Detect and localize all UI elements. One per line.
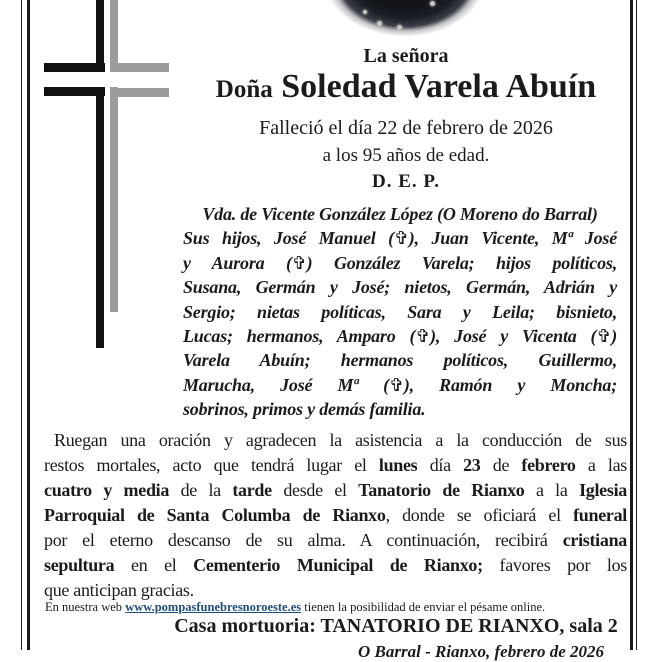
announcement-line: Parroquial de Santa Columba de Rianxo, donde se oficiará el funeral: [44, 505, 627, 525]
web-notice-suffix: tienen la posibilidad de enviar el pésame online.: [304, 600, 546, 614]
announcement-line-last: que anticipan gracias.: [44, 580, 194, 600]
announcement-line: sepultura en el Cementerio Municipal de Rianxo; favores por los: [44, 555, 627, 575]
family-line: Varela Abuín; hermanos políticos, Guillermo,: [183, 350, 617, 371]
family-line-last: sobrinos, primos y demás familia.: [183, 399, 426, 420]
deceased-name: Soledad Varela Abuín: [281, 68, 597, 105]
photo-button-detail: [430, 1, 435, 6]
family-line: Susana, Germán y José; nietos, Germán, Adrián y: [183, 277, 617, 298]
death-date-line: Falleció el día 22 de febrero de 2026: [259, 117, 553, 139]
place-date-line: O Barral - Rianxo, febrero de 2026: [358, 642, 605, 661]
dep-abbreviation: D. E. P.: [371, 171, 440, 192]
photo-button-detail: [377, 21, 382, 26]
title-prefix: La señora: [363, 45, 449, 67]
mortuary-house-line: Casa mortuoria: TANATORIO DE RIANXO, sala 2: [174, 615, 618, 637]
cross-gray-vertical: [110, 0, 118, 312]
family-line: Sergio; nietas políticas, Sara y Leila; bisnieto,: [183, 301, 617, 322]
condolence-website-link[interactable]: www.pompasfunebresnoroeste.es: [125, 600, 302, 614]
announcement-line: cuatro y media de la tarde desde el Tanatorio de Rianxo a la Iglesia: [44, 480, 627, 500]
announcement-line: Ruegan una oración y agradecen la asistencia a la conducción de sus: [54, 430, 627, 450]
photo-button-detail: [397, 25, 402, 30]
cross-black-arm-bottom: [44, 87, 105, 96]
age-line: a los 95 años de edad.: [322, 145, 490, 166]
widow-line: Vda. de Vicente González López (O Moreno do Barral): [202, 204, 598, 224]
web-notice-prefix: En nuestra web: [45, 600, 123, 614]
page-border-outer-right: [636, 0, 637, 650]
deceased-name-line: [180, 68, 632, 106]
deceased-photo: [323, 0, 487, 38]
photo-button-detail: [363, 10, 367, 14]
cross-gray-arm-top: [110, 63, 169, 72]
honorific: Doña: [215, 76, 273, 103]
page-border-inner-left: [27, 0, 30, 650]
family-paragraph: [183, 202, 617, 422]
cross-black-arm-top: [44, 63, 105, 72]
family-line: Lucas; hermanos, Amparo (✞), José y Vicenta (✞): [183, 326, 617, 347]
family-line: y Aurora (✞) González Varela; hijos políticos,: [183, 252, 617, 273]
funeral-announcement: [44, 428, 627, 603]
announcement-line: por el eterno descanso de su alma. A continuación, recibirá cristiana: [44, 530, 627, 550]
family-line: Marucha, José Mª (✞), Ramón y Moncha;: [183, 374, 617, 395]
page-border-outer-left: [21, 0, 22, 650]
cross-black-vertical: [96, 0, 104, 348]
announcement-line: restos mortales, acto que tendrá lugar el lunes día 23 de febrero a las: [44, 455, 627, 475]
cross-white-gap: [94, 72, 120, 87]
online-condolence-notice: [45, 600, 605, 615]
cross-gray-arm-bottom: [110, 88, 169, 97]
family-line: Sus hijos, José Manuel (✞), Juan Vicente, Mª José: [183, 228, 617, 249]
